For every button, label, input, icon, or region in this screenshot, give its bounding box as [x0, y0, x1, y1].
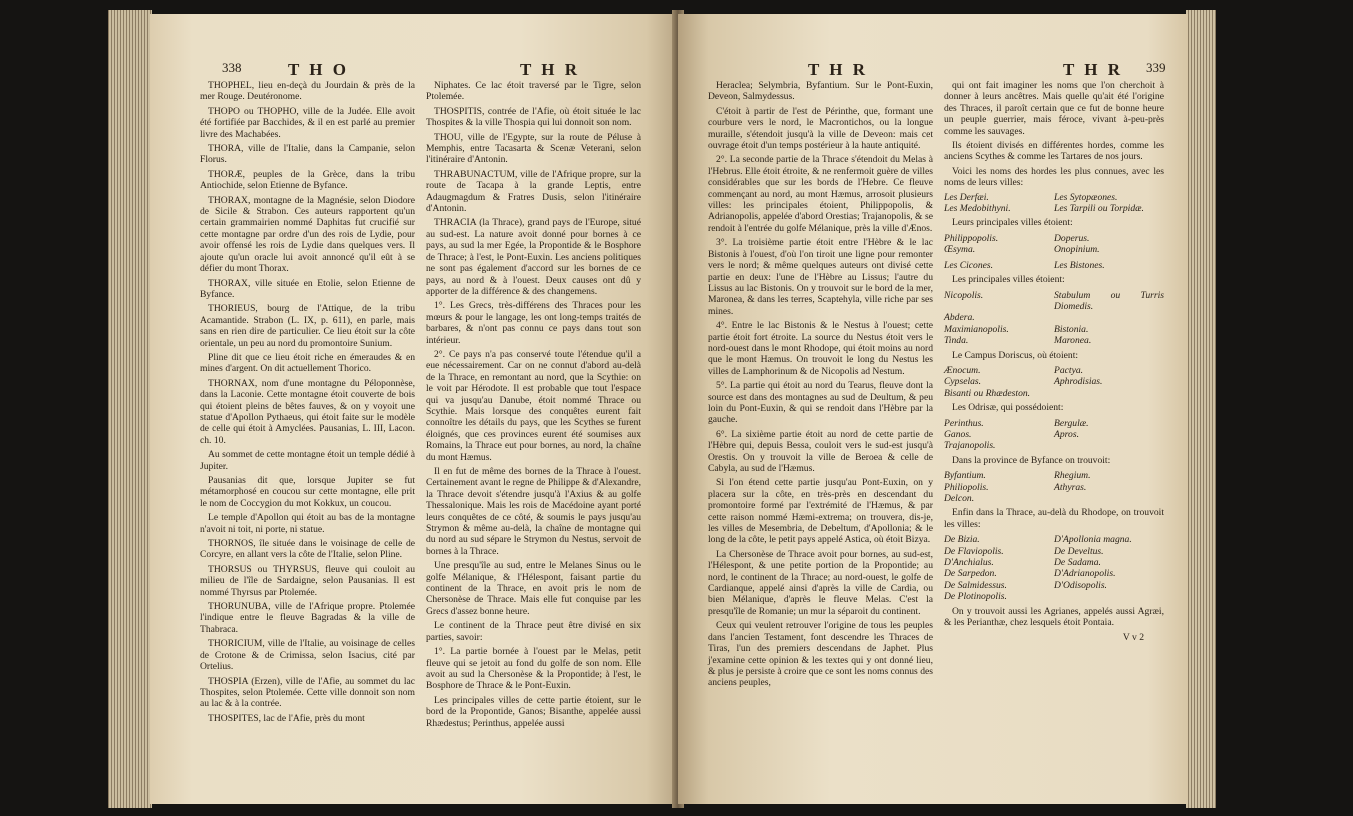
paragraph: 6°. La sixième partie étoit au nord de cette partie de l'Hèbre qui, depuis Bessa, couloit vers le sud-est jusqu'à Orestis. On y trouvoit la ville de Beroea & celle de Cabyla, au sud de l'Hæmus. [708, 428, 933, 474]
paragraph: Ils étoient divisés en différentes hordes, comme les anciens Scythes & comme les Tartares de nos jours. [944, 140, 1164, 163]
list-cell: Rhegium. [1054, 470, 1091, 482]
list-row [944, 546, 1164, 557]
paragraph: Une presqu'île au sud, entre le Melanes Sinus ou le golfe Mélanique, & l'Hélespont, faisant partie du continent de la Thrace, en avoit pris le nom de Chersonèse de Thrace. Mais elle fut conquise par les Grecs d'assez bonne heure. [426, 560, 641, 617]
paragraph: Au sommet de cette montagne étoit un temple dédié à Jupiter. [200, 449, 415, 472]
list-cell: De Develtus. [1054, 545, 1104, 557]
list-cell: Abdera. [944, 312, 975, 324]
list-cell: Bisanti ou Rhædeston. [944, 387, 1031, 399]
paragraph: C'étoit à partir de l'est de Périnthe, que, formant une courbure vers le nord, le Macrontichos, ou la longue muraille, s'étendoit jusqu'à la ville de Deveon: mais cet ouvrage étoit d'un temps postérieur à la haute antiquité. [708, 105, 933, 152]
list-intro: On y trouvoit aussi les Agrianes, appelés aussi Agræi, & les Perianthæ, chez lesquels étoit Pontaia. [944, 605, 1164, 629]
paragraph: THORNOS, île située dans le voisinage de celle de Corcyre, en allant vers la côte de l'Italie, selon Pline. [200, 538, 415, 561]
list-cell [1054, 388, 1164, 399]
list-row [944, 192, 1164, 203]
paragraph: THORICIUM, ville de l'Italie, au voisinage de celles de Crotone & de Crimissa, selon Isacius, cité par Ortelius. [200, 638, 415, 673]
list-cell: Ganos. [944, 428, 972, 440]
list-cell: Les Cicones. [944, 259, 994, 271]
list-row [944, 568, 1164, 579]
paragraph: 3°. La troisième partie étoit entre l'Hèbre & le lac Bistonis à l'ouest, d'où l'on tiroit une ligne pour remonter vers le nord; & même quelques auteurs ont divisé cette partie en deux: l'une de l'Hèbre au Lissus; l'autre du Lissus au lac Bistonis. On y trouvoit sur le bord de la mer, Maronea, & dans les terres, Scaptehyla, ville riche par ses mines. [708, 237, 933, 317]
list-cell: Les Bistones. [1054, 259, 1105, 271]
list-cell: Maximianopolis. [944, 323, 1009, 335]
list-cell: Les Tarpili ou Torpidæ. [1054, 203, 1144, 215]
list-row [944, 493, 1164, 504]
list-row [944, 470, 1164, 481]
list-cell: De Plotinopolis. [944, 591, 1007, 603]
left-running-head-2: T H R [520, 60, 581, 79]
list-cell: De Flaviopolis. [944, 545, 1004, 557]
list-cell: Les Derfæi. [944, 191, 989, 203]
list-cell: Cypselas. [944, 376, 982, 388]
paragraph: THRACIA (la Thrace), grand pays de l'Europe, situé au sud-est. La nature avoit donné pour bornes à ce pays, au sud la mer Egée, la Propontide & le Bosphore de Thrace; à l'est, le Pont-Euxin. Les anciens politiques ne sont pas également d'accord sur les bornes de ce pays, au nord & à l'ouest. Deux causes ont dû y apporter de la différence & des changemens. [426, 217, 641, 297]
list-cell: Trajanopolis. [944, 440, 996, 452]
paragraph: THOPO ou THOPHO, ville de la Judée. Elle avoit été fortifiée par Bacchides, & il en est parlé au premier livre des Machabées. [200, 105, 415, 140]
right-column-2 [944, 80, 1164, 644]
list-cell [1054, 493, 1164, 504]
left-column-2 [426, 80, 641, 732]
paragraph: 1°. Les Grecs, très-différens des Thraces pour les mœurs & pour le langage, les ont long-temps traités de barbares, & n'ont pas connu ce pays dans tout son intérieur. [426, 300, 641, 346]
list-intro: Leurs principales villes étoient: [952, 217, 1073, 229]
paragraph: Ceux qui veulent retrouver l'origine de tous les peuples dans l'ancien Testament, font descendre les Thraces de Tiras, l'un des premiers descendans de Japhet. Plus j'examine cette opinion & les textes qui y ont donné lieu, & plus je persiste à croire que ce sont les noms connus des anciens peuples, [708, 620, 933, 689]
list-row [944, 312, 1164, 323]
paragraph: THORAX, montagne de la Magnésie, selon Diodore de Sicile & Strabon. Ces auteurs rapportent qu'un certain grammairien nommé Daphitas fut crucifié sur cette montagne par ordre d'un des rois de Lydie, pour avoir offensé les rois de Lydie dans quelques vers. Il ajoute qu'un oracle lui avoit annoncé qu'il eût à se défier du mont Thorax. [200, 194, 415, 275]
list-row [944, 429, 1164, 440]
list-cell: Bistonia. [1054, 323, 1089, 335]
paragraph: 1°. La partie bornée à l'ouest par le Melas, petit fleuve qui se jetoit au fond du golfe de son nom. Elle avoit au sud la Chersonèse & la Propontide; à l'est, le Bosphore de Thrace & le Pont-Euxin. [426, 646, 641, 692]
list-row [944, 418, 1164, 429]
right-column-2-lists [944, 192, 1164, 644]
list-cell: De Sadama. [1054, 557, 1101, 569]
list-cell: De Sarpedon. [944, 568, 997, 580]
paragraph: Niphates. Ce lac étoit traversé par le Tigre, selon Ptolemée. [426, 80, 641, 103]
paragraph: Le continent de la Thrace peut être divisé en six parties, savoir: [426, 620, 641, 643]
list-cell: De Salmidessus. [944, 579, 1007, 591]
left-running-head-1: T H O [288, 60, 349, 79]
paragraph: 5°. La partie qui étoit au nord du Tearus, fleuve dont la source est dans des montagnes au sud de Deultum, & peu loin du Pont-Euxin, & qui se rendoit dans l'Hèbre par la gauche. [708, 380, 933, 426]
list-cell: Bergulæ. [1054, 417, 1089, 429]
list-row [944, 580, 1164, 591]
list-cell [1054, 440, 1164, 451]
list-cell: Ænocum. [944, 364, 981, 376]
list-row [944, 376, 1164, 387]
paragraph: 2°. Ce pays n'a pas conservé toute l'étendue qu'il a eue nécessairement. Car on ne connut d'abord au-delà de la Thrace, en remontant au nord, que la Scythie: on le voit par Hérodote. Il est probable que tout l'espace qui va jusqu'au Danube, étoit nommé Thrace ou Scythie. Mais lorsque des conquêtes eurent fait connoître les détails du pays, que les Scythes se furent éloignés, que ces provinces eurent été soumises aux Romains, la Thrace eut pour bornes, au nord, la chaîne du mont Hæmus. [426, 348, 641, 463]
right-page-number: 339 [1146, 60, 1166, 75]
list-cell: Stabulum ou Turris Diomedis. [1054, 289, 1164, 312]
paragraph: THOSPIA (Erzen), ville de l'Afie, au sommet du lac Thospites, selon Ptolemée. Cette ville donnoit son nom au lac & à la contrée. [200, 675, 415, 710]
list-row [944, 324, 1164, 335]
list-row [944, 244, 1164, 255]
list-row [944, 203, 1164, 214]
paragraph: THORIEUS, bourg de l'Attique, de la tribu Acamantide. Strabon (L. IX, p. 611), en parle, mais sans en rien dire de particulier. Ce lieu étoit sur la côte orientale, un peu au nord du promontoire Sunium. [200, 303, 415, 349]
left-column-1 [200, 80, 415, 727]
list-cell: Philiopolis. [944, 481, 989, 493]
list-cell: D'Adrianopolis. [1054, 568, 1116, 580]
list-cell: Byfantium. [944, 470, 986, 482]
list-cell: D'Anchialus. [944, 557, 994, 569]
right-column-2-text [944, 80, 1164, 189]
paragraph: Pline dit que ce lieu étoit riche en émeraudes & en mines d'argent. On dit actuellement Thorico. [200, 351, 415, 375]
paragraph: Voici les noms des hordes les plus connues, avec les noms de leurs villes: [944, 165, 1164, 189]
list-cell: Les Medobithyni. [944, 203, 1011, 215]
list-intro: Enfin dans la Thrace, au-delà du Rhodope, on trouvoit les villes: [944, 507, 1164, 530]
list-row [944, 233, 1164, 244]
left-page-number: 338 [222, 60, 242, 75]
list-cell [1054, 312, 1164, 323]
list-row [944, 388, 1164, 399]
list-intro: Les Odrisæ, qui possédoient: [952, 402, 1064, 414]
list-row [944, 260, 1164, 271]
list-row [944, 335, 1164, 346]
left-page [150, 14, 678, 804]
paragraph: La Chersonèse de Thrace avoit pour bornes, au sud-est, l'Hélespont, & une petite portion de la Propontide; au nord, le continent de la Thrace; au nord-ouest, le golfe de Cardianque, appelé ainsi d'après la ville de Cardia, ou bien Mélanique, d'après le fleuve Melas. C'est la presqu'île de Romanie; un mur la séparoit du continent. [708, 548, 933, 617]
list-row [944, 290, 1164, 313]
paragraph: Heraclea; Selymbria, Byfantium. Sur le Pont-Euxin, Deveon, Salmydessus. [708, 80, 933, 103]
list-cell: Athyras. [1054, 481, 1087, 493]
right-page [678, 14, 1188, 804]
paragraph: Il en fut de même des bornes de la Thrace à l'ouest. Certainement avant le regne de Philippe & d'Alexandre, la Thrace devoit s'étendre jusqu'à l'Axius & au golfe Thessalonique. Mais les rois de Macédoine ayant porté leurs conquêtes de ce côté, & soumis le pays jusqu'au Strymon & même au-delà, la chaîne de montagne qui du nord au sud sépare le Strymon du Nestus, servoit de bornes à la Thrace. [426, 466, 641, 557]
list-cell: D'Odisopolis. [1054, 579, 1107, 591]
list-cell: Delcon. [944, 493, 975, 504]
list-row [944, 440, 1164, 451]
list-cell: Doperus. [1054, 232, 1090, 244]
paragraph: THORAX, ville située en Etolie, selon Etienne de Byfance. [200, 277, 415, 300]
list-intro: Le Campus Doriscus, où étoient: [952, 349, 1079, 361]
list-cell: Perinthus. [944, 417, 984, 429]
paragraph: THRABUNACTUM, ville de l'Afrique propre, sur la route de Tacapa à la grande Leptis, entre Adaugmagdum & Fratres Dusis, selon l'itinéraire d'Antonin. [426, 168, 641, 215]
paragraph: THORÆ, peuples de la Grèce, dans la tribu Antiochide, selon Etienne de Byfance. [200, 168, 415, 192]
paragraph: Pausanias dit que, lorsque Jupiter se fut métamorphosé en coucou sur cette montagne, elle prit le nom de Coccygion du mot Kokkux, un coucou. [200, 475, 415, 509]
list-row [944, 365, 1164, 376]
list-cell: Les Sytopæones. [1054, 191, 1118, 203]
list-row [944, 534, 1164, 545]
paragraph: THORUNUBA, ville de l'Afrique propre. Ptolemée l'indique entre le fleuve Bagradas & la ville de Thabraca. [200, 601, 415, 635]
paragraph: THOPHEL, lieu en-deçà du Jourdain & près de la mer Rouge. Deutéronome. [200, 80, 415, 103]
list-cell: Œsyma. [944, 244, 976, 256]
right-running-head-1: T H R [808, 60, 869, 79]
paragraph: Le temple d'Apollon qui étoit au bas de la montagne n'avoit ni toit, ni porte, ni statue. [200, 512, 415, 535]
paragraph: THORA, ville de l'Italie, dans la Campanie, selon Florus. [200, 143, 415, 166]
list-cell: Aphrodisias. [1054, 376, 1103, 388]
list-cell: Apros. [1054, 428, 1079, 440]
right-column-1 [708, 80, 933, 692]
paragraph: qui ont fait imaginer les noms que l'on cherchoit à donner à leurs ancêtres. Mais quelle qu'ait été l'origine des Thraces, il paroît certain que ce fut de bonne heure un peuple guerrier, mais féroce, vivant à-peu-près comme les sauvages. [944, 80, 1164, 137]
list-cell: D'Apollonia magna. [1054, 534, 1132, 546]
signature-mark: V v 2 [1122, 632, 1144, 644]
paragraph: THOU, ville de l'Egypte, sur la route de Péluse à Memphis, entre Tacasarta & Scenæ Veterani, selon l'itinéraire d'Antonin. [426, 131, 641, 166]
left-page-edges [108, 10, 152, 808]
right-page-edges [1186, 10, 1216, 808]
list-cell: Maronea. [1054, 335, 1092, 347]
list-cell: Onopinium. [1054, 244, 1100, 256]
paragraph: THORSUS ou THYRSUS, fleuve qui couloit au milieu de l'île de Sardaigne, selon Pausanias. Il est nommé Thyrsus par Ptolemée. [200, 563, 415, 598]
list-cell: Philippopolis. [944, 232, 999, 244]
paragraph: 4°. Entre le lac Bistonis & le Nestus à l'ouest; cette partie étoit fort étroite. La source du Nestus étoit vers le nord-ouest dans le mont Rhodope, qui étoit moins au nord que le mont Hæmus. On trouvoit le long du Nestus les villes de Lamphorinum & de Nicopolis ad Nestum. [708, 320, 933, 377]
right-running-head-2: T H R [1063, 60, 1124, 79]
list-row [944, 482, 1164, 493]
paragraph: THOSPITES, lac de l'Afie, près du mont [208, 712, 365, 724]
list-cell: De Bizia. [944, 534, 980, 546]
paragraph: Les principales villes de cette partie étoient, sur le bord de la Propontide, Ganos; Bisanthe, appelée aussi Rhædestus; Perinthus, appelée aussi [426, 694, 641, 729]
list-cell [1054, 591, 1164, 602]
list-cell: Tinda. [944, 335, 969, 347]
list-row [944, 591, 1164, 602]
paragraph: 2°. La seconde partie de la Thrace s'étendoit du Melas à l'Hebrus. Elle étoit étroite, & ne renfermoit guère de villes considérables que sur les bords de l'Hebre. Ce fleuve commençant au nord, au mont Hæmus, arrosoit plusieurs villes: les principales étoient, Philippopolis, & Adrianopolis, appelée d'abord Orestias; Trajanopolis, & se rendoit à l'entrée du golfe Mélanique, près la ville d'Ænos. [708, 154, 933, 234]
paragraph: Si l'on étend cette partie jusqu'au Pont-Euxin, on y placera sur la côte, en très-près en descendant du promontoire formé par l'extrémité de l'Hæmus, & par cette raison nommé Hæmi-extrema; on trouvera, dis-je, les villes de Mesembria, de Debeltum, d'Apollonia; & le long de la côte, le petit pays appelé Astica, où étoit Bizya. [708, 477, 933, 546]
list-cell: Nicopolis. [944, 289, 984, 301]
paragraph: THORNAX, nom d'une montagne du Péloponnèse, dans la Laconie. Cette montagne étoit couverte de bois qui étoient pleins de bêtes fauves, & on y voyoit une statue d'Apollon Pythaeus, qui étoit faite sur le modèle de celle qui étoit à Amyclées. Pausanias, L. III, Lacon. ch. 10. [200, 377, 415, 446]
list-cell: Pactya. [1054, 364, 1084, 376]
list-row [944, 557, 1164, 568]
list-intro: Les principales villes étoient: [952, 274, 1065, 286]
list-intro: Dans la province de Byfance on trouvoit: [952, 454, 1111, 466]
paragraph: THOSPITIS, contrée de l'Afie, où étoit située le lac Thospites & la ville Thospia qui lui donnoit son nom. [426, 105, 641, 129]
